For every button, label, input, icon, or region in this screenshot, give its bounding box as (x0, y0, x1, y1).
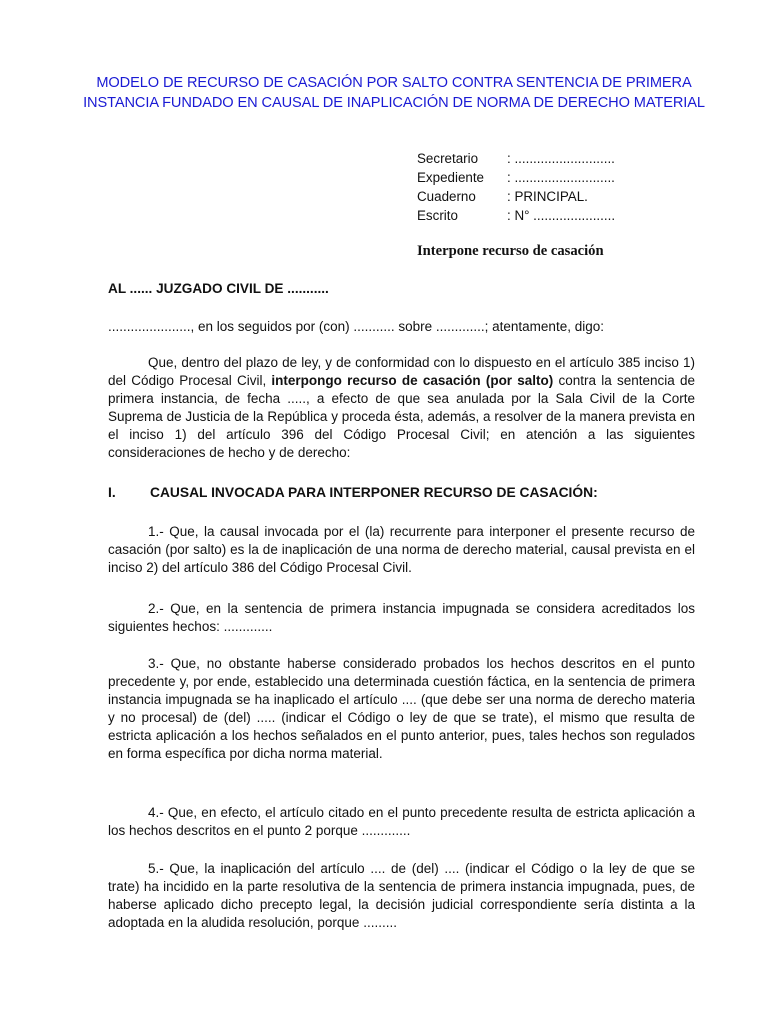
meta-row-cuaderno (417, 187, 615, 206)
point-paragraph-1 (108, 523, 695, 577)
intro-text (108, 354, 695, 462)
point-paragraph-3 (108, 655, 695, 763)
section-number: I. (108, 485, 116, 500)
intro-text-end: contra la sentencia de primera instancia, de fecha ....., a efecto de que sea anulada por la Sala Civil de la Corte Suprema de Justicia de la República y proceda ésta, además, a resolver de la manera prevista en el inciso 1) del artículo 396 del Código Procesal Civil; en atención a las siguientes consideraciones de hecho y de derecho: (108, 373, 695, 460)
point-paragraph-4 (108, 804, 695, 840)
salutation-text: ......................, en los seguidos por (con) ........... sobre .............; atentamente, digo: (108, 319, 604, 334)
intro-text-start: Que, dentro del plazo de ley, y de conformidad con lo dispuesto en el artículo 385 inciso 1) del Código Procesal Civil, (108, 355, 695, 388)
section-title: CAUSAL INVOCADA PARA INTERPONER RECURSO DE CASACIÓN: (150, 485, 598, 500)
case-metadata (417, 149, 615, 225)
meta-value: : ........................... (507, 151, 615, 166)
point-text: 5.- Que, la inaplicación del artículo .... de (del) .... (indicar el Código o la ley de que se trate) ha incidido en la parte resolutiva de la sentencia de primera instancia impugnada, pues, de haberse aplicado dicho precepto legal, la decisión judicial correspondiente sería distinta a la adoptada en la aludida resolución, porque ......... (108, 861, 695, 930)
salutation-paragraph (108, 318, 695, 336)
meta-row-expediente (417, 168, 615, 187)
meta-value: : ........................... (507, 170, 615, 185)
intro-paragraph (108, 354, 695, 462)
meta-label: Cuaderno (417, 189, 476, 204)
point-text: 3.- Que, no obstante haberse considerado probados los hechos descritos en el punto precedente y, por ende, establecido una determinada cuestión fáctica, en la sentencia de primera instancia impugnada se ha inaplicado el artículo .... (que debe ser una norma de derecho materia y no procesal) de (del) ..... (indicar el Código o ley de que se trate), el mismo que resulta de estricta aplicación a los hechos señalados en el punto anterior, pues, tales hechos son regulados en forma específica por dicha norma material. (108, 656, 695, 761)
addressee: AL ...... JUZGADO CIVIL DE ........... (108, 281, 329, 296)
point-paragraph-2 (108, 600, 695, 636)
meta-value: : N° ...................... (507, 208, 616, 223)
meta-row-escrito (417, 206, 615, 225)
point-text: 2.- Que, en la sentencia de primera instancia impugnada se considera acreditados los siguientes hechos: ............. (108, 601, 695, 634)
point-text: 1.- Que, la causal invocada por el (la) recurrente para interponer el presente recurso de casación (por salto) es la de inaplicación de una norma de derecho material, causal prevista en el inciso 2) del artículo 386 del Código Procesal Civil. (108, 524, 695, 575)
document-title: MODELO DE RECURSO DE CASACIÓN POR SALTO CONTRA SENTENCIA DE PRIMERA INSTANCIA FUNDADO EN CAUSAL DE INAPLICACIÓN DE NORMA DE DERECHO MATERIAL (83, 75, 705, 111)
meta-value: : PRINCIPAL. (507, 189, 588, 204)
point-paragraph-5 (108, 860, 695, 932)
meta-row-secretario (417, 149, 615, 168)
point-text: 4.- Que, en efecto, el artículo citado en el punto precedente resulta de estricta aplicación a los hechos descritos en el punto 2 porque ............. (108, 805, 695, 838)
section-heading (108, 485, 598, 500)
meta-label: Escrito (417, 208, 458, 223)
meta-label: Secretario (417, 151, 479, 166)
intro-text-bold: interpongo recurso de casación (por salto) (271, 373, 554, 388)
meta-label: Expediente (417, 170, 485, 185)
document-subject: Interpone recurso de casación (417, 243, 604, 259)
